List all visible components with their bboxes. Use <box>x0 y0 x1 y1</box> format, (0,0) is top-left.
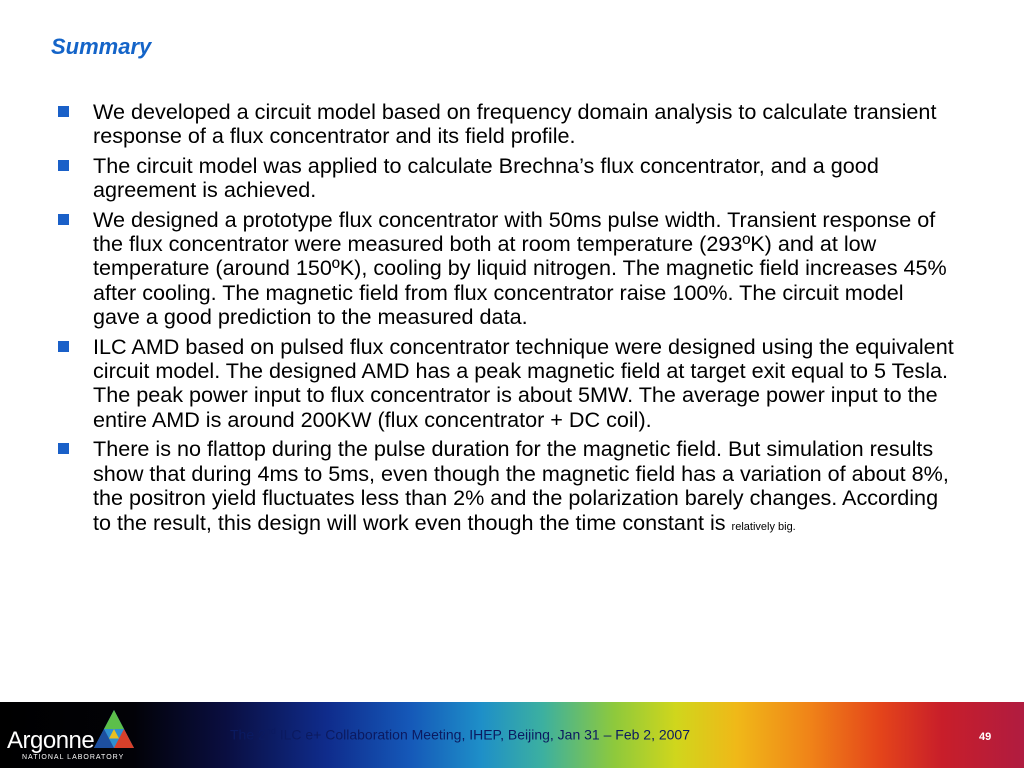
argonne-triangle-logo-icon <box>92 708 136 752</box>
bullet-text-small: relatively big. <box>731 520 796 533</box>
bullet-text: The circuit model was applied to calculate Brechna’s flux concentrator, and a good agreement is achieved. <box>93 152 879 203</box>
bullet-text: We developed a circuit model based on frequency domain analysis to calculate transient response of a flux concentrator and its field profile. <box>93 99 937 149</box>
bullet-item <box>56 437 956 539</box>
meeting-info-superscript: nd <box>265 726 276 736</box>
square-bullet-icon <box>58 106 69 117</box>
summary-bullet-list <box>56 100 956 544</box>
argonne-logo-text: Argonne <box>7 727 95 754</box>
bullet-item <box>56 208 956 330</box>
square-bullet-icon <box>58 443 69 454</box>
square-bullet-icon <box>58 160 69 171</box>
page-number: 49 <box>979 731 992 743</box>
meeting-info-prefix: The 2 <box>230 726 266 743</box>
bullet-item <box>56 100 956 149</box>
square-bullet-icon <box>58 214 69 225</box>
bullet-item <box>56 154 956 203</box>
bullet-item <box>56 335 956 433</box>
bullet-text: ILC AMD based on pulsed flux concentrator technique were designed using the equivalent circuit model. The designed AMD has a peak magnetic field at target exit equal to 5 Tesla. The peak power input to flux concentrator is about 5MW. The average power input to the entire AMD is around 200KW (flux concentrator + DC coil). <box>93 333 954 432</box>
meeting-info-suffix: ILC e+ Collaboration Meeting, IHEP, Beijing, Jan 31 – Feb 2, 2007 <box>275 726 690 743</box>
meeting-info <box>230 726 690 743</box>
argonne-logo-subtitle: NATIONAL LABORATORY <box>22 754 125 761</box>
footer-bar <box>0 702 1024 768</box>
square-bullet-icon <box>58 341 69 352</box>
bullet-text: There is no flattop during the pulse duration for the magnetic field. But simulation results show that during 4ms to 5ms, even though the magnetic field has a variation of about 8%, the positron yield fluctuates less than 2% and the polarization barely changes. According to the result, this design will work even though the time constant is <box>93 436 949 535</box>
slide-title: Summary <box>51 34 152 59</box>
bullet-text: We designed a prototype flux concentrator with 50ms pulse width. Transient response of the flux concentrator were measured both at room temperature (293ºK) and at low temperature (around 150ºK), cooling by liquid nitrogen. The magnetic field increases 45% after cooling. The magnetic field from flux concentrator raise 100%. The circuit model gave a good prediction to the measured data. <box>93 206 947 330</box>
